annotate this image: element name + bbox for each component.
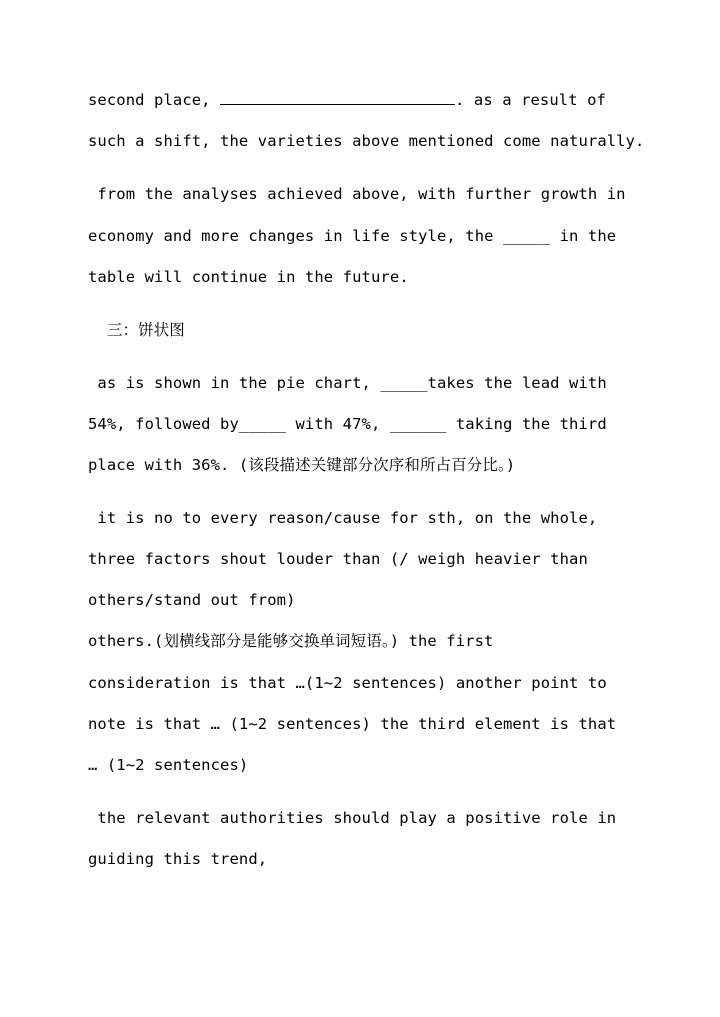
section-heading-pie-chart: 三：饼状图: [88, 321, 185, 339]
paragraph-line-9: place with 36%. (该段描述关键部分次序和所占百分比。): [88, 456, 516, 474]
paragraph-line-10: it is no to every reason/cause for sth, on the whole,: [88, 509, 598, 527]
paragraph-line-4: economy and more changes in life style, the _____ in the: [88, 227, 617, 245]
paragraph-line-1: [88, 90, 606, 110]
paragraph-line-12: others/stand out from): [88, 591, 296, 609]
paragraph-line-5: table will continue in the future.: [88, 268, 409, 286]
paragraph-line-18: guiding this trend,: [88, 850, 268, 868]
line-1-after-blank: . as a result of: [455, 91, 606, 109]
line-1-text: second place,: [88, 91, 221, 109]
paragraph-line-17: the relevant authorities should play a positive role in: [88, 809, 617, 827]
paragraph-line-13: others.(划横线部分是能够交换单词短语。) the first: [88, 632, 494, 650]
paragraph-line-11: three factors shout louder than (/ weigh heavier than: [88, 550, 588, 568]
paragraph-line-16: … (1~2 sentences): [88, 756, 249, 774]
paragraph-line-7: as is shown in the pie chart, _____takes the lead with: [88, 374, 607, 392]
paragraph-line-3: from the analyses achieved above, with further growth in: [88, 185, 626, 203]
paragraph-line-2: such a shift, the varieties above mentioned come naturally.: [88, 132, 645, 150]
fill-in-blank: [220, 90, 455, 105]
paragraph-line-8: 54%, followed by_____ with 47%, ______ taking the third: [88, 415, 607, 433]
paragraph-line-15: note is that … (1~2 sentences) the third element is that: [88, 715, 617, 733]
paragraph-line-14: consideration is that …(1~2 sentences) another point to: [88, 674, 607, 692]
